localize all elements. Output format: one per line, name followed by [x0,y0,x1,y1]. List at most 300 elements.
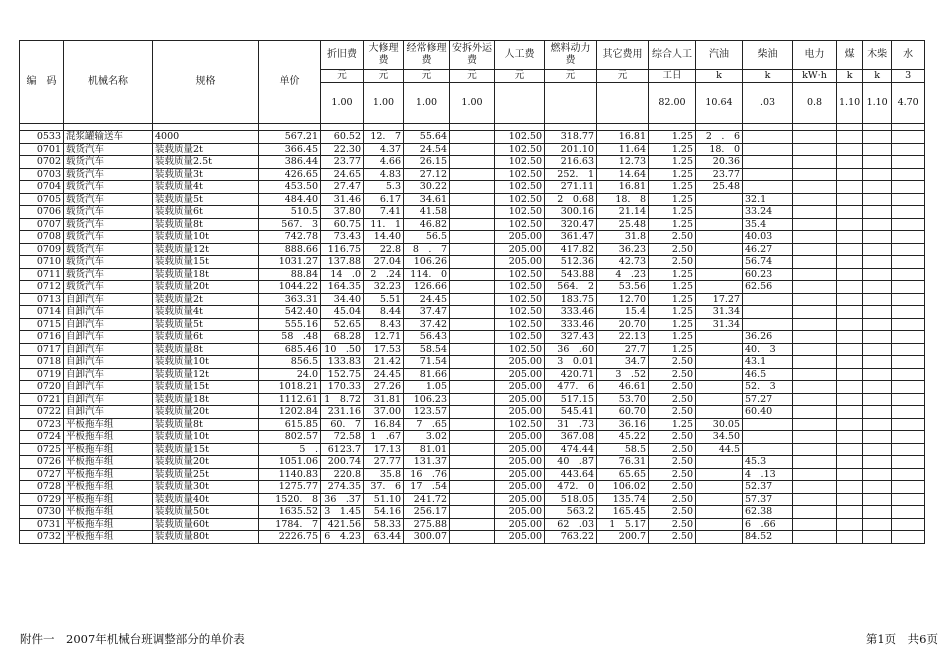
header-spacer [321,124,364,131]
cell-price: 1202.84 [259,406,321,419]
cell-name: 自卸汽车 [64,356,153,369]
cell-wood [863,506,892,519]
cell-labor: 205.00 [495,393,545,406]
cell-workday: 2.50 [649,381,696,394]
cell-spec: 装载质量20t [153,456,259,469]
cell-name: 自卸汽车 [64,368,153,381]
cell-wood [863,393,892,406]
cell-install-transport [450,131,495,144]
cell-price: 24.0 [259,368,321,381]
cell-depreciation: 274.35 [321,481,364,494]
cell-power [793,443,837,456]
cell-name: 载货汽车 [64,256,153,269]
cell-diesel: 4 .13 [743,468,793,481]
cell-diesel: 36.26 [743,331,793,344]
header-spacer [597,124,649,131]
cell-other: 200.7 [597,531,649,544]
table-row [20,256,925,269]
cell-fuel-power: 327.43 [545,331,597,344]
cell-price: 58 .48 [259,331,321,344]
cell-name: 载货汽车 [64,181,153,194]
cell-other: 18. 8 [597,193,649,206]
table-row [20,206,925,219]
cell-name: 载货汽车 [64,218,153,231]
cell-water [892,306,925,319]
cell-code: 0726 [20,456,64,469]
cell-code: 0724 [20,431,64,444]
cell-name: 自卸汽车 [64,331,153,344]
cell-name: 平板拖车组 [64,518,153,531]
cell-install-transport [450,256,495,269]
cell-depreciation: 73.43 [321,231,364,244]
cell-major-repair: 8.44 [364,306,404,319]
cell-coal [837,131,863,144]
cell-install-transport [450,206,495,219]
cell-code: 0706 [20,206,64,219]
cell-name: 载货汽车 [64,193,153,206]
cell-power [793,143,837,156]
cell-code: 0727 [20,468,64,481]
cell-diesel [743,318,793,331]
cell-diesel: 46.27 [743,243,793,256]
cell-install-transport [450,181,495,194]
cell-other: 36.23 [597,243,649,256]
table-row [20,156,925,169]
cell-labor: 102.50 [495,156,545,169]
table-row [20,318,925,331]
cell-water [892,181,925,194]
cell-workday: 1.25 [649,268,696,281]
cell-install-transport [450,493,495,506]
cell-name: 自卸汽车 [64,393,153,406]
cell-workday: 2.50 [649,481,696,494]
table-row [20,168,925,181]
cell-diesel: 52. 3 [743,381,793,394]
table-row [20,431,925,444]
cell-major-repair: 16.84 [364,418,404,431]
cell-gasoline [696,481,743,494]
table-row [20,506,925,519]
cell-spec: 装载质量12t [153,243,259,256]
cell-fuel-power: 543.88 [545,268,597,281]
cell-water [892,143,925,156]
cell-major-repair: 21.42 [364,356,404,369]
cell-other: 34.7 [597,356,649,369]
header-code: 编 码 [20,41,64,124]
cell-other: 165.45 [597,506,649,519]
cell-routine-repair: 81.01 [404,443,450,456]
cell-code: 0707 [20,218,64,231]
header-spacer [404,124,450,131]
cell-major-repair: 35.8 [364,468,404,481]
cell-gasoline: 2 . 6 [696,131,743,144]
cell-gasoline: 30.05 [696,418,743,431]
cell-depreciation: 27.47 [321,181,364,194]
cell-major-repair: 6.17 [364,193,404,206]
cell-diesel: 40.03 [743,231,793,244]
cell-wood [863,431,892,444]
cell-major-repair: 54.16 [364,506,404,519]
cell-spec: 装载质量50t [153,506,259,519]
cell-spec: 装载质量4t [153,181,259,194]
cell-name: 载货汽车 [64,206,153,219]
cell-install-transport [450,293,495,306]
cell-name: 平板拖车组 [64,418,153,431]
cell-coal [837,293,863,306]
cell-gasoline: 20.36 [696,156,743,169]
cell-routine-repair: 37.47 [404,306,450,319]
cell-diesel: 33.24 [743,206,793,219]
cell-install-transport [450,368,495,381]
header-spacer [259,124,321,131]
header-spacer [863,124,892,131]
cell-coal [837,418,863,431]
cell-install-transport [450,456,495,469]
price-table [19,40,925,544]
cell-spec: 装载质量25t [153,468,259,481]
cell-code: 0732 [20,531,64,544]
cell-major-repair: 2 .24 [364,268,404,281]
cell-depreciation: 152.75 [321,368,364,381]
cell-fuel-power: 512.36 [545,256,597,269]
cell-fuel-power: 320.47 [545,218,597,231]
cell-major-repair: 17.13 [364,443,404,456]
cell-labor: 102.50 [495,281,545,294]
cell-other: 12.70 [597,293,649,306]
cell-fuel-power: 763.22 [545,531,597,544]
cell-depreciation: 116.75 [321,243,364,256]
cell-other: 60.70 [597,406,649,419]
cell-power [793,131,837,144]
cell-wood [863,131,892,144]
cell-other: 31.8 [597,231,649,244]
cell-coal [837,356,863,369]
cell-major-repair: 22.8 [364,243,404,256]
cell-labor: 102.50 [495,318,545,331]
cell-workday: 1.25 [649,418,696,431]
cell-install-transport [450,243,495,256]
header-spacer [793,124,837,131]
cell-diesel: 60.40 [743,406,793,419]
cell-diesel: 62.56 [743,281,793,294]
cell-power [793,393,837,406]
cell-major-repair: 12.71 [364,331,404,344]
cell-gasoline: 34.50 [696,431,743,444]
cell-routine-repair: 1.05 [404,381,450,394]
cell-name: 自卸汽车 [64,318,153,331]
header-col-unit: 元 [321,70,364,83]
table-row [20,531,925,544]
cell-price: 542.40 [259,306,321,319]
cell-workday: 1.25 [649,143,696,156]
cell-gasoline [696,531,743,544]
cell-code: 0714 [20,306,64,319]
header-col-label: 柴油 [743,41,793,70]
cell-coal [837,156,863,169]
header-col-rate: .03 [743,83,793,124]
header-col-label: 汽油 [696,41,743,70]
cell-wood [863,181,892,194]
cell-gasoline: 23.77 [696,168,743,181]
cell-fuel-power: 545.41 [545,406,597,419]
header-col-label: 大修理费 [364,41,404,70]
cell-gasoline [696,456,743,469]
cell-labor: 102.50 [495,143,545,156]
cell-routine-repair: 241.72 [404,493,450,506]
table-row [20,518,925,531]
cell-fuel-power: 333.46 [545,306,597,319]
cell-major-repair: 27.26 [364,381,404,394]
cell-gasoline [696,406,743,419]
cell-wood [863,456,892,469]
cell-gasoline: 18. 0 [696,143,743,156]
cell-depreciation: 60.52 [321,131,364,144]
cell-routine-repair: 56.43 [404,331,450,344]
cell-power [793,168,837,181]
cell-diesel [743,293,793,306]
cell-spec: 装载质量6t [153,331,259,344]
cell-code: 0701 [20,143,64,156]
cell-workday: 1.25 [649,168,696,181]
cell-code: 0730 [20,506,64,519]
cell-wood [863,206,892,219]
cell-major-repair: 5.3 [364,181,404,194]
cell-labor: 205.00 [495,256,545,269]
cell-routine-repair: 7 .65 [404,418,450,431]
header-spacer [20,124,64,131]
cell-gasoline: 31.34 [696,306,743,319]
cell-install-transport [450,281,495,294]
cell-spec: 装载质量6t [153,206,259,219]
header-col-unit: k [863,70,892,83]
header-spacer [364,124,404,131]
table-row [20,218,925,231]
cell-labor: 102.50 [495,206,545,219]
cell-fuel-power: 474.44 [545,443,597,456]
header-spacer [743,124,793,131]
cell-water [892,506,925,519]
cell-coal [837,531,863,544]
header-col-rate: 1.00 [404,83,450,124]
cell-fuel-power: 417.82 [545,243,597,256]
cell-depreciation: 10 .50 [321,343,364,356]
cell-water [892,293,925,306]
cell-workday: 1.25 [649,343,696,356]
cell-gasoline [696,281,743,294]
cell-price: 426.65 [259,168,321,181]
cell-diesel: 46.5 [743,368,793,381]
cell-depreciation: 24.65 [321,168,364,181]
cell-install-transport [450,218,495,231]
cell-name: 平板拖车组 [64,443,153,456]
cell-name: 平板拖车组 [64,431,153,444]
cell-coal [837,318,863,331]
cell-water [892,218,925,231]
cell-code: 0705 [20,193,64,206]
cell-water [892,443,925,456]
cell-labor: 102.50 [495,218,545,231]
cell-workday: 2.50 [649,356,696,369]
cell-name: 载货汽车 [64,231,153,244]
cell-water [892,318,925,331]
cell-gasoline [696,493,743,506]
cell-power [793,356,837,369]
header-spacer [64,124,153,131]
cell-depreciation: 45.04 [321,306,364,319]
table-row [20,293,925,306]
cell-labor: 102.50 [495,418,545,431]
cell-wood [863,318,892,331]
cell-price: 1031.27 [259,256,321,269]
cell-major-repair: 4.66 [364,156,404,169]
cell-labor: 205.00 [495,406,545,419]
cell-workday: 1.25 [649,131,696,144]
cell-price: 1275.77 [259,481,321,494]
cell-name: 载货汽车 [64,281,153,294]
cell-power [793,331,837,344]
cell-other: 1 5.17 [597,518,649,531]
cell-price: 555.16 [259,318,321,331]
cell-labor: 102.50 [495,131,545,144]
cell-spec: 装载质量15t [153,443,259,456]
cell-routine-repair: 46.82 [404,218,450,231]
page-indicator: 第1页 共6页 [865,632,938,646]
cell-fuel-power: 564. 2 [545,281,597,294]
header-col-unit: 元 [364,70,404,83]
cell-fuel-power: 252. 1 [545,168,597,181]
cell-workday: 2.50 [649,443,696,456]
cell-workday: 1.25 [649,181,696,194]
cell-diesel: 52.37 [743,481,793,494]
cell-gasoline [696,268,743,281]
cell-fuel-power: 518.05 [545,493,597,506]
cell-labor: 102.50 [495,331,545,344]
header-col-rate [597,83,649,124]
header-spacer [837,124,863,131]
table-row [20,468,925,481]
table-row [20,243,925,256]
cell-gasoline [696,506,743,519]
cell-spec: 装载质量20t [153,281,259,294]
cell-power [793,206,837,219]
cell-other: 21.14 [597,206,649,219]
cell-major-repair: 8.43 [364,318,404,331]
header-name: 机械名称 [64,41,153,124]
cell-fuel-power: 443.64 [545,468,597,481]
table-row [20,356,925,369]
header-col-rate: 0.8 [793,83,837,124]
cell-labor: 102.50 [495,181,545,194]
cell-price: 1140.83 [259,468,321,481]
cell-spec: 装载质量5t [153,193,259,206]
cell-routine-repair: 41.58 [404,206,450,219]
cell-install-transport [450,518,495,531]
cell-coal [837,393,863,406]
cell-coal [837,168,863,181]
cell-wood [863,531,892,544]
cell-price: 1784. 7 [259,518,321,531]
cell-water [892,231,925,244]
cell-code: 0729 [20,493,64,506]
cell-routine-repair: 37.42 [404,318,450,331]
table-row [20,368,925,381]
cell-depreciation: 6123.7 [321,443,364,456]
cell-fuel-power: 318.77 [545,131,597,144]
cell-other: 36.16 [597,418,649,431]
cell-other: 22.13 [597,331,649,344]
cell-routine-repair: 275.88 [404,518,450,531]
cell-water [892,168,925,181]
cell-spec: 装载质量8t [153,343,259,356]
cell-price: 567. 3 [259,218,321,231]
cell-routine-repair: 8 . 7 [404,243,450,256]
cell-workday: 2.50 [649,243,696,256]
cell-major-repair: 12. 7 [364,131,404,144]
header-col-rate: 1.10 [863,83,892,124]
cell-name: 平板拖车组 [64,481,153,494]
cell-install-transport [450,418,495,431]
cell-code: 0718 [20,356,64,369]
cell-labor: 205.00 [495,431,545,444]
cell-water [892,256,925,269]
cell-depreciation: 170.33 [321,381,364,394]
cell-code: 0533 [20,131,64,144]
cell-code: 0713 [20,293,64,306]
cell-water [892,331,925,344]
cell-spec: 装载质量80t [153,531,259,544]
cell-fuel-power: 62 .03 [545,518,597,531]
cell-name: 载货汽车 [64,143,153,156]
cell-price: 510.5 [259,206,321,219]
cell-diesel [743,131,793,144]
cell-workday: 2.50 [649,506,696,519]
cell-wood [863,293,892,306]
cell-workday: 1.25 [649,306,696,319]
cell-power [793,281,837,294]
cell-workday: 1.25 [649,218,696,231]
cell-gasoline [696,243,743,256]
cell-other: 12.73 [597,156,649,169]
cell-gasoline: 17.27 [696,293,743,306]
cell-major-repair: 51.10 [364,493,404,506]
cell-coal [837,506,863,519]
cell-wood [863,493,892,506]
cell-routine-repair: 3.02 [404,431,450,444]
header-col-label: 经常修理费 [404,41,450,70]
cell-code: 0702 [20,156,64,169]
cell-power [793,493,837,506]
cell-workday: 1.25 [649,206,696,219]
cell-depreciation: 23.77 [321,156,364,169]
cell-wood [863,381,892,394]
cell-depreciation: 60.75 [321,218,364,231]
cell-coal [837,456,863,469]
cell-labor: 102.50 [495,343,545,356]
cell-water [892,243,925,256]
cell-labor: 205.00 [495,243,545,256]
cell-wood [863,268,892,281]
cell-price: 1635.52 [259,506,321,519]
header-spacer [696,124,743,131]
cell-labor: 205.00 [495,381,545,394]
cell-price: 1044.22 [259,281,321,294]
cell-coal [837,443,863,456]
table-body [20,131,925,544]
cell-wood [863,468,892,481]
cell-price: 742.78 [259,231,321,244]
cell-routine-repair: 126.66 [404,281,450,294]
header-col-unit: 工日 [649,70,696,83]
